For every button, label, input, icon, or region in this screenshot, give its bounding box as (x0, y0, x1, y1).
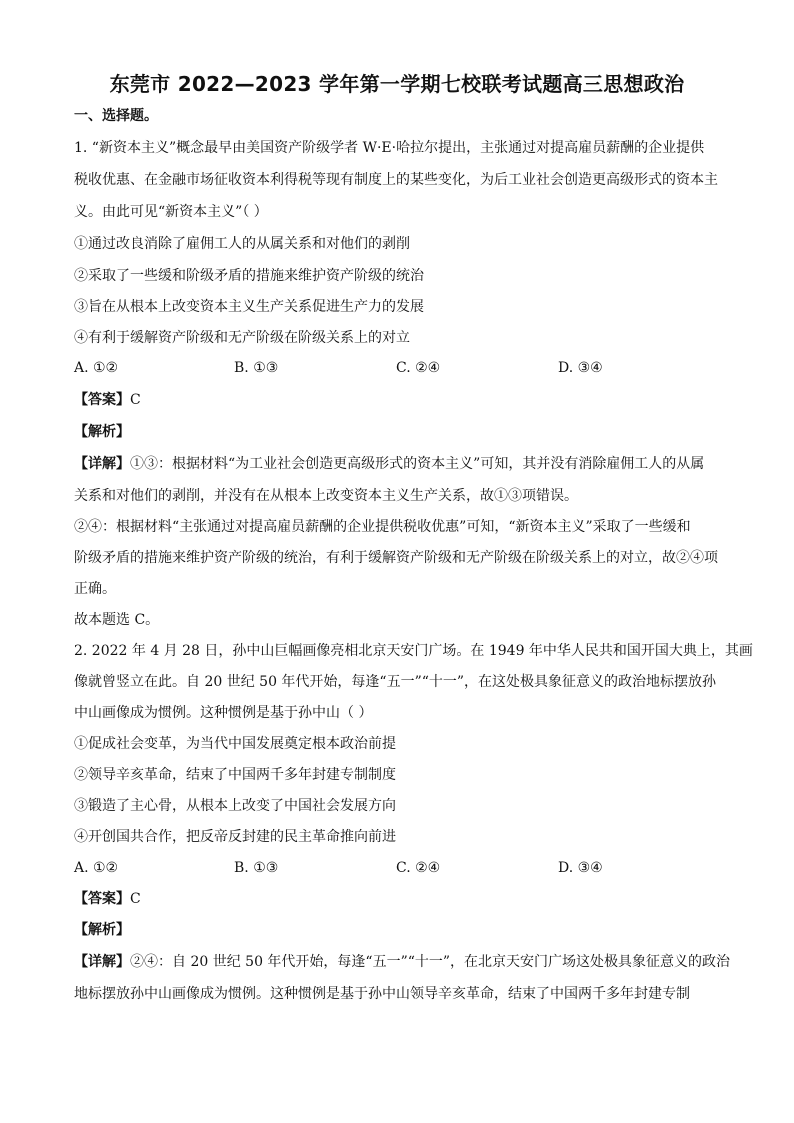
section-heading: 一、选择题。 (74, 108, 158, 124)
q1-detail-line-2: 关系和对他们的剥削，并没有在从根本上改变资本主义生产关系，故①③项错误。 (74, 488, 578, 504)
q2-statement-4: ④开创国共合作，把反帝反封建的民主革命推向前进 (74, 829, 396, 845)
q2-answer-value: C (130, 891, 141, 907)
q1-detail-line-3: ②④：根据材料“主张通过对提高雇员薪酬的企业提供税收优惠”可知，“新资本主义”采取了一些缓和 (74, 519, 691, 535)
q2-stem-line-3: 中山画像成为惯例。这种惯例是基于孙中山（ ） (74, 705, 373, 721)
q1-statement-4: ④有利于缓解资产阶级和无产阶级在阶级关系上的对立 (74, 330, 410, 346)
q1-stem-line-2: 税收优惠、在金融市场征收资本利得税等现有制度上的某些变化，为后工业社会创造更高级形式的资本主 (74, 172, 718, 188)
q2-answer-label: 【答案】 (74, 891, 130, 907)
q1-option-d: D. ③④ (558, 360, 603, 376)
q2-detail-label: 【详解】 (74, 954, 130, 970)
q2-option-c: C. ②④ (396, 860, 441, 876)
q2-analysis-label: 【解析】 (74, 922, 130, 938)
q1-statement-2: ②采取了一些缓和阶级矛盾的措施来维护资产阶级的统治 (74, 268, 424, 284)
q1-option-a: A. ①② (74, 360, 119, 376)
q2-detail-text-1: ②④：自 20 世纪 50 年代开始，每逢“五一”“十一”，在北京天安门广场这处极具象征意义的政治 (130, 954, 731, 970)
q2-option-a: A. ①② (74, 860, 119, 876)
q2-detail-line-2: 地标摆放孙中山画像成为惯例。这种惯例是基于孙中山领导辛亥革命，结束了中国两千多年封建专制 (74, 986, 690, 1002)
q2-answer (74, 889, 141, 909)
q2-statement-3: ③锻造了主心骨，从根本上改变了中国社会发展方向 (74, 798, 396, 814)
q1-answer-value: C (130, 392, 141, 408)
q2-stem-line-2: 像就曾竖立在此。自 20 世纪 50 年代开始，每逢“五一”“十一”，在这处极具象征意义的政治地标摆放孙 (74, 674, 717, 690)
q1-detail-text-1: ①③：根据材料“为工业社会创造更高级形式的资本主义”可知，其并没有消除雇佣工人的从属 (130, 456, 705, 472)
q2-statement-2: ②领导辛亥革命，结束了中国两千多年封建专制制度 (74, 767, 396, 783)
q2-detail-line-1 (74, 952, 730, 972)
q1-detail-line-4: 阶级矛盾的措施来维护资产阶级的统治，有利于缓解资产阶级和无产阶级在阶级关系上的对立，故②④项 (74, 550, 718, 566)
q1-answer-label: 【答案】 (74, 392, 130, 408)
page-title: 东莞市 2022—2023 学年第一学期七校联考试题高三思想政治 (109, 72, 685, 96)
q1-detail-label: 【详解】 (74, 456, 130, 472)
q1-detail-line-5: 正确。 (74, 581, 116, 597)
q1-statement-1: ①通过改良消除了雇佣工人的从属关系和对他们的剥削 (74, 236, 410, 252)
q2-statement-1: ①促成社会变革，为当代中国发展奠定根本政治前提 (74, 736, 396, 752)
q1-option-c: C. ②④ (396, 360, 441, 376)
q1-conclusion: 故本题选 C。 (74, 612, 160, 628)
q1-statement-3: ③旨在从根本上改变资本主义生产关系促进生产力的发展 (74, 299, 424, 315)
q1-option-b: B. ①③ (234, 360, 279, 376)
q1-analysis-label: 【解析】 (74, 424, 130, 440)
q1-answer (74, 390, 141, 410)
q1-stem-line-3: 义。由此可见“新资本主义”（ ） (74, 204, 268, 220)
q1-detail-line-1 (74, 454, 704, 474)
q2-option-d: D. ③④ (558, 860, 603, 876)
q2-option-b: B. ①③ (234, 860, 279, 876)
q1-stem-line-1: 1. “新资本主义”概念最早由美国资产阶级学者 W·E·哈拉尔提出，主张通过对提高雇员薪酬的企业提供 (74, 140, 705, 156)
q2-stem-line-1: 2. 2022 年 4 月 28 日，孙中山巨幅画像亮相北京天安门广场。在 1949 年中华人民共和国开国大典上，其画 (74, 643, 753, 659)
